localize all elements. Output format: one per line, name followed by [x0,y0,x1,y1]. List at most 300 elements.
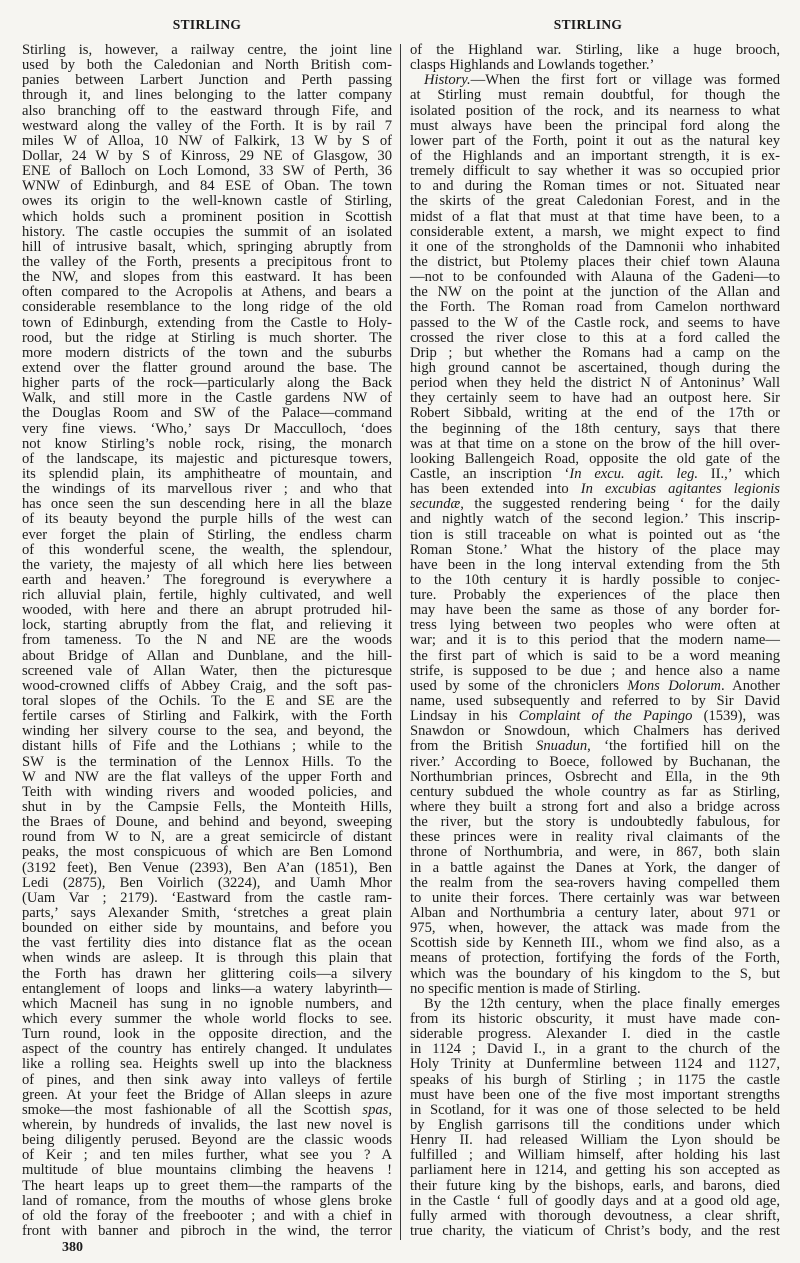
text-span: winding her silvery course to the sea, and beyond, the [22,723,392,740]
text-span: their future king by the bishops, earls, and barons, died [410,1177,780,1194]
text-span: Drip ; but whether the Romans had a camp on the [410,344,780,361]
text-span: high ground cannot be ascertained, though during the [410,359,780,376]
text-span: being diligently perused. Beyond are the classic woods [22,1132,392,1149]
text-span: Northumbrian princes, Osbrecht and Ella, in the 9th [410,768,780,785]
text-span: —not to be confounded with Alauna of the Gadeni—to [410,269,780,286]
text-line [22,830,392,845]
text-span: river.’ According to Boece, followed by Buchanan, the [410,753,780,770]
text-span: of the landscape, its majestic and picturesque towers, [22,450,392,467]
text-line [22,361,392,376]
text-span: in 1124 ; David I., in a grant to the church of the [410,1041,780,1058]
text-span: the vast fertility dies into distance flat as the ocean [22,935,392,952]
text-span: they certainly seem to have had an outpost here. Sir [410,390,780,407]
text-span: may have been the same as those of any border for- [410,602,780,619]
text-span: rich alluvial plain, fertile, highly cultivated, and well [22,587,392,604]
text-line [22,240,392,255]
text-line [22,815,392,830]
text-line [22,58,392,73]
text-span: 975, when, however, the attack was made from the [410,920,780,937]
text-line [22,149,392,164]
text-line [410,1118,780,1133]
text-span: of the Highlands and an important strength, it is ex- [410,147,780,164]
text-line [410,1163,780,1178]
text-span: fulfilled ; and William himself, after holding his last [410,1147,780,1164]
text-span: throne of Northumbria, and were, in 867, both slain [410,844,780,861]
text-span: hill of intrusive basalt, which, springing abruptly from [22,238,392,255]
text-span: lock, starting abruptly from the flat, and relieving it [22,617,392,634]
text-span: more modern districts of the town and the suburbs [22,344,392,361]
text-span: miles W of Alloa, 10 NW of Falkirk, 13 W by S of [22,132,392,149]
text-line [410,633,780,648]
text-line [22,633,392,648]
text-span: town of Edinburgh, extending from the Castle to Holy- [22,314,392,331]
text-line [22,300,392,315]
text-line [22,1133,392,1148]
text-line [410,512,780,527]
text-line [22,452,392,467]
text-span: II.,’ which [698,465,780,482]
text-span: which Macneil has sung in no ignoble numbers, and [22,995,392,1012]
text-span: must have been one of the five most important strengths [410,1086,780,1103]
text-span: —When the first fort or village was formed [470,72,780,89]
text-line [22,467,392,482]
text-line [22,709,392,724]
text-line [22,1209,392,1224]
text-line [410,1042,780,1057]
text-line [22,422,392,437]
text-span: from its historic obscurity, it must have made con- [410,1011,780,1027]
text-line [410,694,780,709]
text-line [410,1103,780,1118]
text-line [22,1103,392,1118]
text-line [22,331,392,346]
text-span: true charity, the viaticum of Christ’s body, and the rest [410,1222,780,1239]
text-line [22,270,392,285]
text-line [22,982,392,997]
text-span: Alban and Northumbria a century later, about 971 or [410,905,780,922]
text-span: of this wonderful scene, the wealth, the splendour, [22,541,392,558]
text-span: , [388,1101,392,1118]
text-span: rood, but the ridge at Stirling is much shorter. The [22,329,392,346]
text-line [22,997,392,1012]
text-line [410,361,780,376]
text-span: lower part of the Forth, point it out as the natural key [410,132,780,149]
text-line [22,845,392,860]
text-span: the first part of which is said to be a word meaning [410,647,780,664]
text-line [410,1179,780,1194]
text-line [22,694,392,709]
text-line [410,437,780,452]
text-span: to unite their forces. There certainly was war between [410,889,780,906]
text-span: must always have been the principal ford along the [410,117,780,134]
text-span: shut in by the Campsie Fells, the Monteith Hills, [22,799,392,816]
running-head-right: STIRLING [553,17,623,32]
text-span: smoke—the most fashionable of all the Scottish [22,1101,363,1118]
text-line [410,770,780,785]
text-span: SW is the termination of the Lennox Hills. To the [22,753,392,770]
text-span: peaks, the most conspicuous of which are Ben Lomond [22,844,392,861]
italic-text: Snuadun [536,738,588,755]
text-line [22,1088,392,1103]
text-line [410,270,780,285]
text-span: wherein, by hundreds of invalids, the last new novel is [22,1116,392,1133]
text-line [410,58,780,73]
text-line [410,830,780,845]
text-span: the skirts of the great Caledonian Forest, and in the [410,193,780,210]
text-line [410,679,780,694]
text-span: ENE of Balloch on Loch Lomond, 33 SW of Perth, 36 [22,163,392,180]
text-line [410,573,780,588]
text-line [410,73,780,88]
text-span: Roman Stone.’ What the history of the place may [410,541,780,558]
text-span: which was the boundary of his kingdom to the S, but [410,965,780,982]
text-line [410,300,780,315]
text-line [22,316,392,331]
text-span: which every summer the whole world flocks to see. [22,1011,392,1027]
text-span: used by some of the chroniclers [410,677,628,694]
text-span: like a rolling sea. Heights swell up into the blackness [22,1056,392,1073]
text-line [410,179,780,194]
text-span: Ledi (2875), Ben Voirlich (3224), and Uamh Mhor [22,874,392,891]
text-span: Lindsay in his [410,708,519,725]
text-span: . Another [720,677,781,694]
text-line [22,73,392,88]
text-line [22,482,392,497]
text-span: history. The castle occupies the summit of an isolated [22,223,392,240]
italic-text: In excu. agit. leg. [569,465,699,482]
text-span: Snawdon or Snowdoun, which Chalmers has derived [410,723,780,740]
text-span: the NW, and slopes from this eastward. It has been [22,269,392,286]
text-span: Teith with winding rivers and wooded policies, and [22,783,392,800]
text-span: of the Highland war. Stirling, like a huge brooch, [410,42,780,58]
text-line [22,543,392,558]
text-line [410,785,780,800]
text-line [22,921,392,936]
text-span: was at that time on a stone on the brow of the hill over- [410,435,780,452]
text-line [22,104,392,119]
text-line [22,346,392,361]
text-span: green. At your feet the Bridge of Allan sleeps in azure [22,1086,392,1103]
text-span: The heart leaps up to greet them—the ramparts of the [22,1177,392,1194]
text-line [410,210,780,225]
italic-text: In excubias agitantes legionis [580,481,780,498]
text-line [410,164,780,179]
text-line [410,104,780,119]
italic-text: spas [362,1101,389,1118]
text-line [22,1012,392,1027]
text-line [410,982,780,997]
italic-text: Mons Dolorum [627,677,721,694]
column-divider [400,44,401,1240]
text-line [22,755,392,770]
text-span: to and during the Roman times or not. Situated near [410,178,780,195]
text-line [22,618,392,633]
text-span: tress lying between two peoples who were often at [410,617,780,634]
text-span: when winds are asleep. It is through this plain that [22,950,392,967]
text-line [22,376,392,391]
text-span: multitude of blue mountains climbing the heavens ! [22,1162,392,1179]
text-span: its splendid plain, its amphitheatre of mountain, and [22,465,392,482]
text-span: Walk, and still more in the Castle gardens NW of [22,390,392,407]
text-span: Scottish side by Kenneth III., whom we find also, as a [410,935,780,952]
text-line [22,391,392,406]
text-span: WNW of Edinburgh, and 84 ESE of Oban. The town [22,178,392,195]
text-span: (1539), was [692,708,780,725]
text-line [410,346,780,361]
text-span: earth and heaven.’ The foreground is everywhere a [22,571,392,588]
text-line [22,88,392,103]
text-span: Holy Trinity at Dunfermline between 1124 and 1127, [410,1056,780,1073]
text-line [410,240,780,255]
text-span: speaks of his burgh of Stirling ; in 1175 the castle [410,1071,780,1088]
text-line [410,997,780,1012]
text-line [410,936,780,951]
text-span: aspect of the country has entirely changed. It undulates [22,1041,392,1058]
text-span: of old the foray of the freebooter ; and with a chief in [22,1207,392,1224]
text-span: the NW on the point at the junction of the Allan and [410,284,780,301]
text-line [22,134,392,149]
text-span: often compared to the Acropolis at Athens, and bears a [22,284,392,301]
text-span: from the British [410,738,537,755]
text-span: used by both the Caledonian and North British com- [22,57,392,74]
text-span: from tameness. To the N and NE are the woods [22,632,392,649]
text-span: looking Ballengeich Road, opposite the old gate of the [410,450,780,467]
text-span: which holds such a prominent position in Scottish [22,208,392,225]
text-line [22,255,392,270]
text-line [410,967,780,982]
text-line [410,906,780,921]
text-line [22,891,392,906]
text-span: tremely difficult to say whether it was so occupied prior [410,163,780,180]
text-line [410,43,780,58]
text-line [410,618,780,633]
text-line [22,164,392,179]
text-line [22,785,392,800]
text-line [410,755,780,770]
text-line [22,528,392,543]
text-line [410,316,780,331]
text-line [410,285,780,300]
text-span: parts,’ says Alexander Smith, ‘stretches a great plain [22,905,392,922]
text-span: the Forth. The Roman road from Camelon northward [410,299,780,316]
text-span: of its beauty beyond the purple hills of the west can [22,511,392,528]
text-span: in the Castle ‘ full of goodly days and at a good old age, [410,1192,780,1209]
text-line [410,543,780,558]
text-line [410,406,780,421]
text-span: very fine views. ‘Who,’ says Dr Macculloch, ‘does [22,420,392,437]
text-span: crossed the river close to this at a ford called the [410,329,780,346]
right-column [410,43,780,1239]
page-number: 380 [62,1240,83,1255]
text-span: of pines, and then sink away into valleys of fertile [22,1071,392,1088]
text-span: the Braes of Doune, and behind and beyond, sweeping [22,814,392,831]
text-span: these princes were in reality rival claimants of the [410,829,780,846]
text-line [410,921,780,936]
text-line [410,331,780,346]
text-span: at Stirling must remain doubtful, for though the [410,87,780,104]
text-span: the river, but the story is undoubtedly fabulous, for [410,814,780,831]
text-span: entanglement of loops and links—a watery labyrinth— [22,980,392,997]
text-line [410,391,780,406]
text-span: where they built a strong fort and also a bridge across [410,799,780,816]
text-line [410,452,780,467]
text-span: bounded on either side by mountains, and before you [22,920,392,937]
text-line [22,951,392,966]
text-span: Castle, an inscription ‘ [410,465,570,482]
text-line [410,376,780,391]
italic-text: secundæ [410,496,461,513]
text-span: westward along the valley of the Forth. It is by rail 7 [22,117,392,134]
text-line [410,1012,780,1027]
text-span: higher parts of the rock—particularly along the Back [22,375,392,392]
text-line [22,1057,392,1072]
text-span: toral slopes of the Ochils. To the E and SE are the [22,693,392,710]
left-column [22,43,392,1239]
text-line [22,194,392,209]
text-line [22,1042,392,1057]
text-line [410,1148,780,1163]
text-span: by English garrisons till the conditions under which [410,1116,780,1133]
text-line [410,891,780,906]
text-line [22,225,392,240]
text-line [410,497,780,512]
text-line [22,861,392,876]
text-line [22,588,392,603]
text-span: tion is still traceable on what is pointed out as ‘the [410,526,780,543]
text-span: in a battle against the Danes at York, the danger of [410,859,780,876]
text-line [410,528,780,543]
text-span: the realm from the sea-rovers having compelled them [410,874,780,891]
text-line [22,1224,392,1239]
text-span: the beginning of the 18th century, says that there [410,420,780,437]
text-span: of Keir ; and ten miles further, what see you ? A [22,1147,392,1164]
text-span: ever forget the plain of Stirling, the endless charm [22,526,392,543]
text-line [22,1194,392,1209]
text-line [410,800,780,815]
text-line [410,588,780,603]
text-line [410,194,780,209]
text-span: the windings of its marvellous river ; and who that [22,481,392,498]
text-line [410,739,780,754]
text-span: (3192 feet), Ben Venue (2393), Ben A’an (1851), Ben [22,859,392,876]
text-line [22,406,392,421]
text-span: the district, but Ptolemy places their chief town Alauna [410,253,780,270]
text-span: clasps Highlands and Lowlands together.’ [410,57,655,74]
text-span: Turn round, look in the opposite direction, and the [22,1026,392,1043]
text-span: in Scotland, for it was one of those selected to be held [410,1101,780,1118]
text-line [22,664,392,679]
text-span: Stirling is, however, a railway centre, the joint line [22,42,392,58]
text-line [22,1179,392,1194]
text-span: front with banner and pibroch in the wind, the terror [22,1222,392,1239]
text-line [22,43,392,58]
text-line [410,724,780,739]
text-span: fully armed with thorough devoutness, a clear shrift, [410,1207,780,1224]
text-span: to the 10th century it is hardly possible to conjec- [410,571,780,588]
text-span: screened vale of Allan Water, then the picturesque [22,662,392,679]
italic-text: History. [424,72,471,89]
text-span: means of protection, fortifying the fords of the Forth, [410,950,780,967]
running-head-left: STIRLING [172,17,242,32]
text-line [410,649,780,664]
text-span: the Douglas Room and SW of the Palace—command [22,405,392,422]
text-span: about Bridge of Allan and Dunblane, and the hill- [22,647,392,664]
text-span: distant hills of Fife and the Lothians ; while to the [22,738,392,755]
text-span: fertile carses of Stirling and Falkirk, with the Forth [22,708,392,725]
text-line [22,800,392,815]
text-span: ture. Probably the experiences of the place then [410,587,780,604]
text-span: the Forth has drawn her glittering coils—a silvery [22,965,392,982]
text-line [22,1148,392,1163]
text-span: the valley of the Forth, presents a precipitous front to [22,253,392,270]
text-line [410,709,780,724]
text-span: have been in the long interval extending from the 5th [410,556,780,573]
text-line [410,1194,780,1209]
text-span: land of romance, from the mouths of whose glens broke [22,1192,392,1209]
text-span: owes its origin to the well-known castle of Stirling, [22,193,392,210]
text-line [410,225,780,240]
text-line [410,1088,780,1103]
text-line [410,467,780,482]
text-line [22,437,392,452]
text-line [410,149,780,164]
text-line [410,603,780,618]
text-span: considerable resemblance to the long ridge of the old [22,299,392,316]
text-line [410,1209,780,1224]
text-line [410,664,780,679]
text-line [410,119,780,134]
text-span: extend over the flatter ground around the base. The [22,359,392,376]
text-line [410,861,780,876]
text-line [22,724,392,739]
text-line [22,1163,392,1178]
text-span: parliament here in 1214, and getting his son accepted as [410,1162,780,1179]
text-line [22,179,392,194]
text-span: no specific mention is made of Stirling. [410,980,641,997]
text-line [410,255,780,270]
text-line [22,936,392,951]
text-span: panies between Larbert Junction and Perth passing [22,72,392,89]
text-span: the variety, the majesty of all which here lies between [22,556,392,573]
text-line [410,951,780,966]
text-span: , ‘the fortified hill on the [587,738,780,755]
text-line [22,649,392,664]
text-span: siderable progress. Alexander I. died in the castle [410,1026,780,1043]
text-line [410,422,780,437]
text-span: it one of the strongholds of the Damnonii who inhabited [410,238,780,255]
text-span: , the suggested rendering being ‘ for the daily [460,496,780,513]
text-line [22,558,392,573]
text-line [410,482,780,497]
text-span: through it, and lines belonging to the latter company [22,87,392,104]
text-line [22,679,392,694]
text-span: passed to the W of the Castle rock, and seems to have [410,314,780,331]
text-line [410,876,780,891]
text-span: name, used subsequently and referred to by Sir David [410,693,780,710]
text-line [410,1073,780,1088]
text-line [410,815,780,830]
text-span: period when they held the district N of Antoninus’ Wall [410,375,780,392]
text-span: strife, is supposed to be due ; and hence also a name [410,662,780,679]
text-line [22,497,392,512]
text-span: Dollar, 24 W by S of Kinross, 29 NE of Glasgow, 30 [22,147,392,164]
text-line [410,558,780,573]
text-line [22,210,392,225]
text-span: Henry II. had released William the Lyon should be [410,1132,780,1149]
text-line [22,876,392,891]
text-line [22,603,392,618]
text-span: also branching off to the eastward through Fife, and [22,102,392,119]
